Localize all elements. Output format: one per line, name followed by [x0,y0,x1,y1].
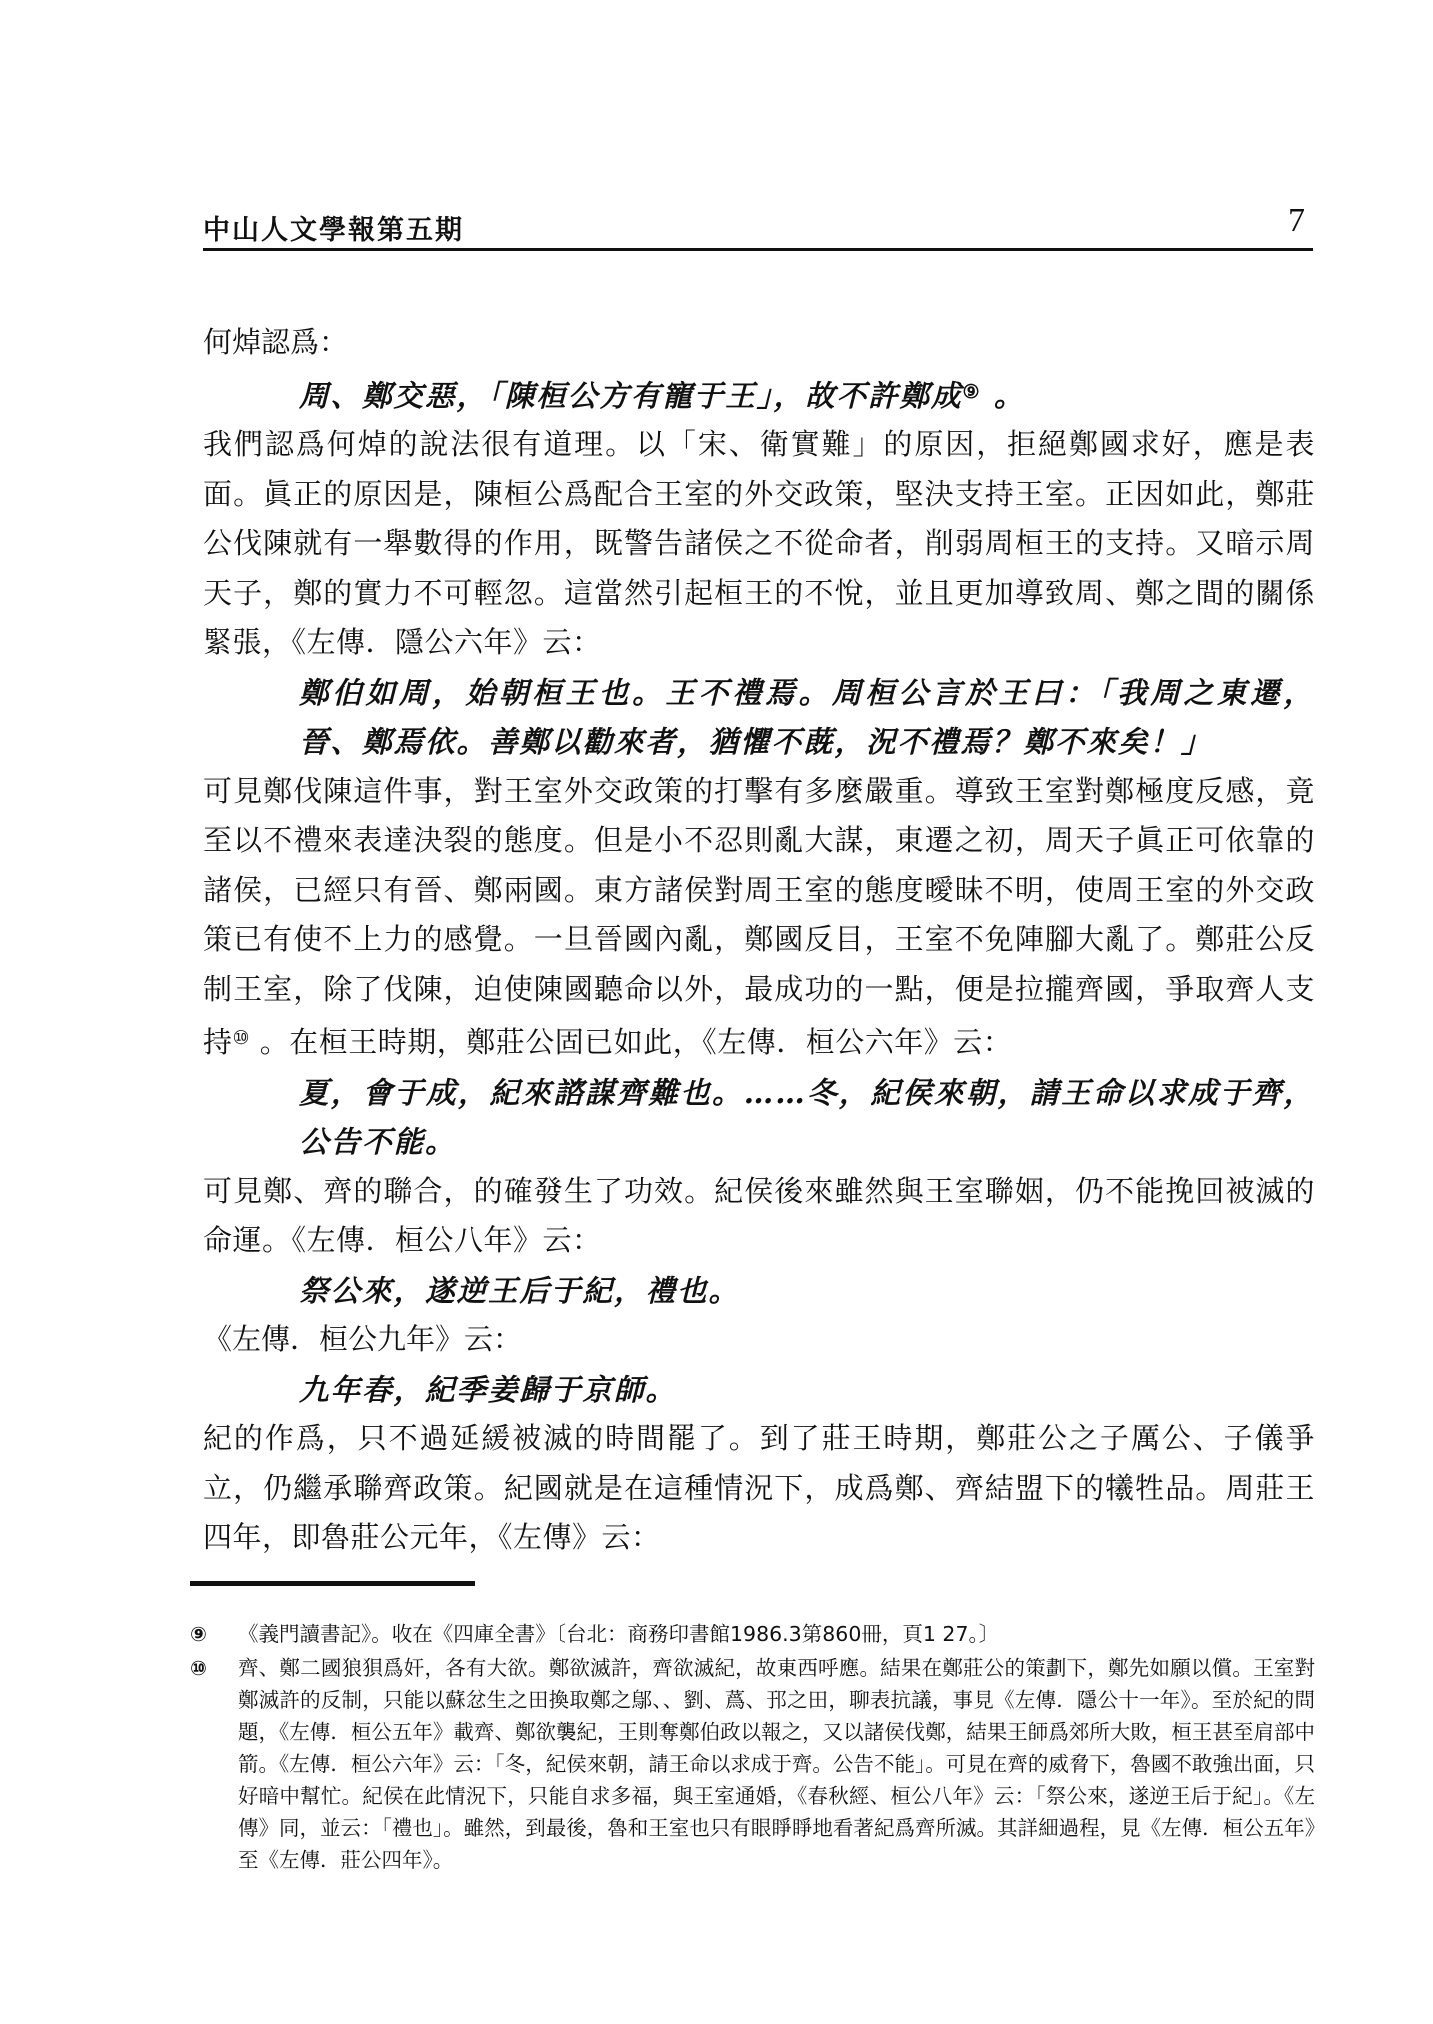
paragraph-3 [203,767,1315,1068]
quotation-5: 九年春，紀季姜歸于京師。 [299,1371,678,1407]
footnote-marker: ⑩ [190,1656,207,1680]
quotation-1-text: 周、鄭交惡，「陳桓公方有寵于王」，故不許鄭成 [299,377,963,413]
footnote-9 [190,1618,1315,1650]
paragraph-5: 《左傳．桓公九年》云： [203,1322,523,1356]
footnote-10 [190,1652,1315,1876]
paragraph-4: 可見鄭、齊的聯合，的確發生了功效。紀侯後來雖然與王室聯姻，仍不能挽回被滅的命運。《左傳．桓公八年》云： [203,1173,1315,1257]
paragraph-3-tail: 。在桓王時期，鄭莊公固已如此，《左傳．桓公六年》云： [250,1025,1013,1059]
footnote-marker: ⑨ [190,1622,207,1646]
footnote-ref-9[interactable]: ⑨ [962,380,982,403]
quotation-4: 祭公來，遂逆王后于紀，禮也。 [299,1272,741,1308]
journal-title: 中山人文學報第五期 [203,215,464,246]
paragraph-6: 紀的作爲，只不過延緩被滅的時間罷了。到了莊王時期，鄭莊公之子厲公、子儀爭立，仍繼承聯齊政策。紀國就是在這種情況下，成爲鄭、齊結盟下的犧牲品。周莊王四年，即魯莊公元年，《左傳》云： [203,1421,1315,1554]
footnote-text: 齊、鄭二國狼狽爲奸，各有大欲。鄭欲滅許，齊欲滅紀，故東西呼應。結果在鄭莊公的策劃下，鄭先如願以償。王室對鄭滅許的反制，只能以蘇忿生之田換取鄭之鄔、、劉、蔿、邘之田，聊表抗議，事見《左傳．隱公十一年》。至於紀的問題，《左傳．桓公五年》載齊、鄭欲襲紀，王則奪鄭伯政以報之，又以諸侯伐鄭，結果王師爲郊所大敗，桓王甚至肩部中箭。《左傳．桓公六年》云：「冬，紀侯來朝，請王命以求成于齊。公告不能」。可見在齊的威脅下，魯國不敢強出面，只好暗中幫忙。紀侯在此情況下，只能自求多福，與王室通婚，《春秋經、桓公八年》云：「祭公來，遂逆王后于紀」。《左傳》同，並云：「禮也」。雖然，到最後，魯和王室也只有眼睜睜地看著紀爲齊所滅。其詳細過程，見《左傳．桓公五年》至《左傳．莊公四年》。 [238,1656,1315,1872]
page-number: 7 [1288,202,1305,239]
footnote-text: 《義門讀書記》。收在《四庫全書》〔台北：商務印書館1986.3第860冊，頁1 27。〕 [238,1622,1000,1646]
quotation-2: 鄭伯如周，始朝桓王也。王不禮焉。周桓公言於王曰：「我周之東遷，晉、鄭焉依。善鄭以勸來者，猶懼不蔇，況不禮焉？鄭不來矣！」 [299,674,1315,759]
paragraph-3-text: 可見鄭伐陳這件事，對王室外交政策的打擊有多麼嚴重。導致王室對鄭極度反感，竟至以不禮來表達決裂的態度。但是小不忍則亂大謀，東遷之初，周天子眞正可依靠的諸侯，已經只有晉、鄭兩國。東方諸侯對周王室的態度曖昧不明，使周王室的外交政策已有使不上力的感覺。一旦晉國內亂，鄭國反目，王室不免陣腳大亂了。鄭莊公反制王室，除了伐陳，迫使陳國聽命以外，最成功的一點，便是拉攏齊國，爭取齊人支持 [203,773,1315,1059]
running-header [203,202,1313,251]
footnotes [190,1618,1315,1878]
paragraph-2: 我們認爲何焯的說法很有道理。以「宋、衛實難」的原因，拒絕鄭國求好，應是表面。眞正的原因是，陳桓公爲配合王室的外交政策，堅決支持王室。正因如此，鄭莊公伐陳就有一舉數得的作用，既警告諸侯之不從命者，削弱周桓王的支持。又暗示周天子，鄭的實力不可輕忽。這當然引起桓王的不悅，並且更加導致周、鄭之間的關係緊張，《左傳．隱公六年》云： [203,427,1315,659]
footnote-divider [190,1581,475,1586]
quotation-1-end: 。 [981,377,1026,413]
quotation-3: 夏，會于成，紀來諮謀齊難也。……冬，紀侯來朝，請王命以求成于齊，公告不能。 [299,1074,1315,1159]
footnote-ref-10[interactable]: ⑩ [232,1027,251,1049]
main-text [203,318,1315,1563]
quotation-1 [203,368,1315,421]
paragraph-1: 何焯認爲： [203,325,349,359]
